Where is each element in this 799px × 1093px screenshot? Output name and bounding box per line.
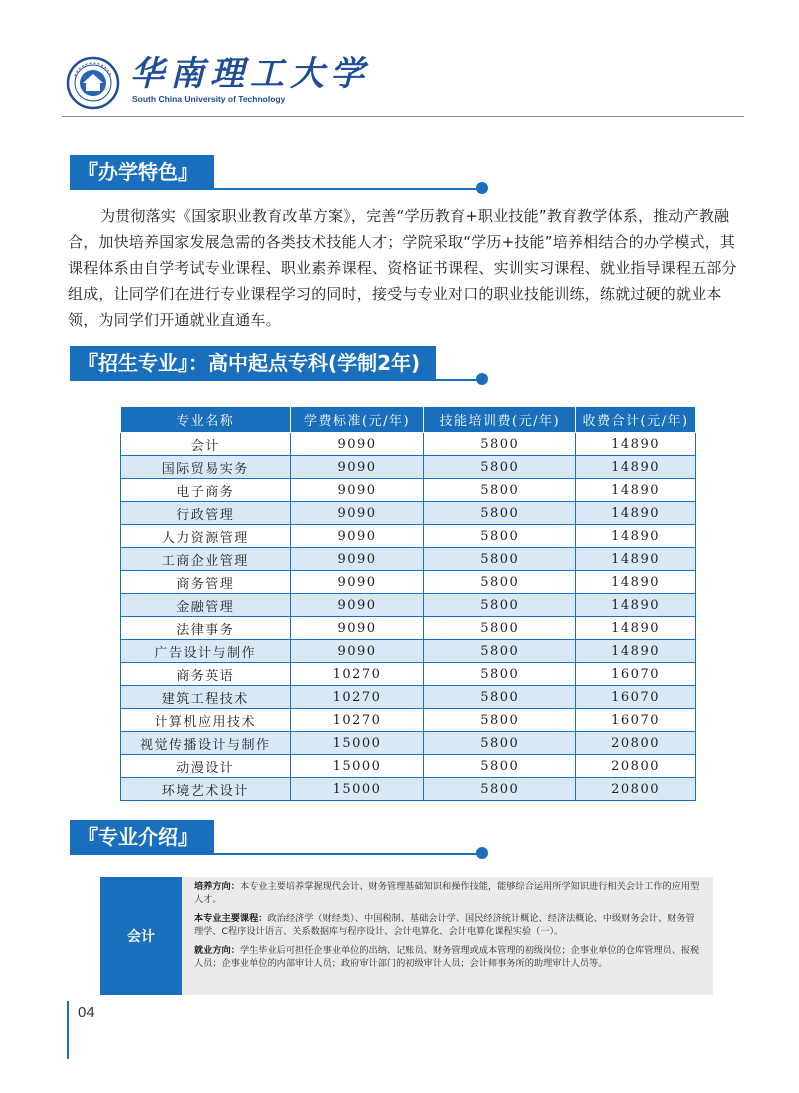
table-row [121, 778, 696, 801]
courses-text: 政治经济学（财经类）、中国税制、基础会计学、国民经济统计概论、经济法概论、中级财务会计、财务管理学、C程序设计语言、关系数据库与程序设计、会计电算化、会计电算化课程实验（一）。 [194, 913, 695, 937]
cell-total: 14890 [576, 433, 696, 456]
cell-tuition: 9090 [290, 594, 424, 617]
cell-tuition: 9090 [290, 548, 424, 571]
cell-training-fee: 5800 [424, 617, 576, 640]
cell-total: 14890 [576, 571, 696, 594]
cell-tuition: 9090 [290, 456, 424, 479]
cell-training-fee: 5800 [424, 686, 576, 709]
section-underline [70, 853, 480, 855]
section-title-major-intro: 『专业介绍』 [70, 820, 214, 854]
cell-tuition: 15000 [290, 778, 424, 801]
page-number-bar [67, 1001, 69, 1059]
training-direction [194, 880, 701, 906]
page-header [62, 50, 742, 120]
cell-major: 环境艺术设计 [121, 778, 291, 801]
cell-training-fee: 5800 [424, 502, 576, 525]
cell-major: 广告设计与制作 [121, 640, 291, 663]
cell-total: 14890 [576, 456, 696, 479]
cell-tuition: 9090 [290, 571, 424, 594]
cell-training-fee: 5800 [424, 571, 576, 594]
cell-major: 动漫设计 [121, 755, 291, 778]
university-seal-icon [66, 56, 120, 110]
cell-total: 14890 [576, 640, 696, 663]
tuition-fee-table [120, 406, 696, 801]
cell-major: 会计 [121, 433, 291, 456]
table-row [121, 525, 696, 548]
cell-total: 16070 [576, 686, 696, 709]
career-text: 学生毕业后可担任企事业单位的出纳、记账员、财务管理或成本管理的初级岗位；企事业单位的仓库管理员、报税人员；企事业单位的内部审计人员；政府审计部门的初级审计人员；会计师事务所的助理审计人员等。 [194, 945, 700, 969]
courses-label: 本专业主要课程： [194, 913, 268, 924]
cell-training-fee: 5800 [424, 525, 576, 548]
cell-total: 20800 [576, 778, 696, 801]
cell-tuition: 15000 [290, 755, 424, 778]
cell-training-fee: 5800 [424, 640, 576, 663]
major-name: 会计 [100, 877, 182, 995]
table-row [121, 479, 696, 502]
cell-major: 金融管理 [121, 594, 291, 617]
main-courses [194, 912, 701, 938]
page-number: 04 [78, 1004, 95, 1021]
university-name-en: South China University of Technology [132, 94, 286, 104]
cell-major: 建筑工程技术 [121, 686, 291, 709]
cell-total: 14890 [576, 479, 696, 502]
cell-major: 工商企业管理 [121, 548, 291, 571]
cell-tuition: 9090 [290, 479, 424, 502]
section-title-features: 『办学特色』 [70, 155, 214, 189]
cell-major: 视觉传播设计与制作 [121, 732, 291, 755]
cell-total: 16070 [576, 663, 696, 686]
table-row [121, 548, 696, 571]
section-dot-icon [476, 373, 488, 385]
training-text: 本专业主要培养掌握现代会计、财务管理基础知识和操作技能，能够综合运用所学知识进行相关会计工作的应用型人才。 [194, 881, 700, 905]
career-direction [194, 944, 701, 970]
cell-major: 电子商务 [121, 479, 291, 502]
table-row [121, 502, 696, 525]
cell-training-fee: 5800 [424, 755, 576, 778]
cell-total: 20800 [576, 755, 696, 778]
table-row [121, 571, 696, 594]
cell-training-fee: 5800 [424, 663, 576, 686]
cell-major: 法律事务 [121, 617, 291, 640]
cell-major: 商务管理 [121, 571, 291, 594]
cell-total: 14890 [576, 594, 696, 617]
cell-tuition: 9090 [290, 525, 424, 548]
table-row [121, 709, 696, 732]
section-underline [70, 379, 480, 381]
cell-total: 20800 [576, 732, 696, 755]
major-details [182, 877, 713, 995]
university-name-cn: 华南理工大学 [130, 54, 370, 94]
cell-total: 16070 [576, 709, 696, 732]
cell-training-fee: 5800 [424, 479, 576, 502]
cell-total: 14890 [576, 525, 696, 548]
column-header-major: 专业名称 [121, 407, 291, 433]
cell-training-fee: 5800 [424, 594, 576, 617]
table-row [121, 456, 696, 479]
section-underline [70, 188, 480, 190]
cell-training-fee: 5800 [424, 433, 576, 456]
cell-major: 人力资源管理 [121, 525, 291, 548]
table-row [121, 755, 696, 778]
section-dot-icon [476, 182, 488, 194]
cell-training-fee: 5800 [424, 732, 576, 755]
cell-tuition: 9090 [290, 640, 424, 663]
cell-total: 14890 [576, 548, 696, 571]
section-dot-icon [476, 847, 488, 859]
table-row [121, 617, 696, 640]
cell-tuition: 10270 [290, 663, 424, 686]
cell-tuition: 10270 [290, 686, 424, 709]
cell-major: 国际贸易实务 [121, 456, 291, 479]
column-header-training-fee: 技能培训费(元/年) [424, 407, 576, 433]
table-row [121, 594, 696, 617]
training-label: 培养方向： [194, 881, 240, 892]
cell-training-fee: 5800 [424, 548, 576, 571]
cell-training-fee: 5800 [424, 456, 576, 479]
cell-major: 计算机应用技术 [121, 709, 291, 732]
cell-tuition: 9090 [290, 502, 424, 525]
header-divider [62, 116, 744, 117]
career-label: 就业方向： [194, 945, 240, 956]
cell-training-fee: 5800 [424, 709, 576, 732]
cell-major: 行政管理 [121, 502, 291, 525]
cell-tuition: 9090 [290, 617, 424, 640]
major-intro-card [100, 877, 713, 995]
table-row [121, 663, 696, 686]
column-header-tuition: 学费标准(元/年) [290, 407, 424, 433]
cell-tuition: 9090 [290, 433, 424, 456]
cell-tuition: 15000 [290, 732, 424, 755]
column-header-total: 收费合计(元/年) [576, 407, 696, 433]
section-title-enrollment: 『招生专业』：高中起点专科(学制2年) [70, 346, 436, 380]
cell-major: 商务英语 [121, 663, 291, 686]
cell-total: 14890 [576, 502, 696, 525]
table-header-row [121, 407, 696, 433]
table-row [121, 686, 696, 709]
table-row [121, 640, 696, 663]
school-features-paragraph: 为贯彻落实《国家职业教育改革方案》，完善“学历教育+职业技能”教育教学体系，推动产教融合，加快培养国家发展急需的各类技术技能人才；学院采取“学历+技能”培养相结合的办学模式，其课程体系由自学考试专业课程、职业素养课程、资格证书课程、实训实习课程、就业指导课程五部分组成，让同学们在进行专业课程学习的同时，接受与专业对口的职业技能训练，练就过硬的就业本领，为同学们开通就业直通车。 [68, 207, 737, 329]
cell-training-fee: 5800 [424, 778, 576, 801]
cell-tuition: 10270 [290, 709, 424, 732]
table-row [121, 433, 696, 456]
table-row [121, 732, 696, 755]
cell-total: 14890 [576, 617, 696, 640]
